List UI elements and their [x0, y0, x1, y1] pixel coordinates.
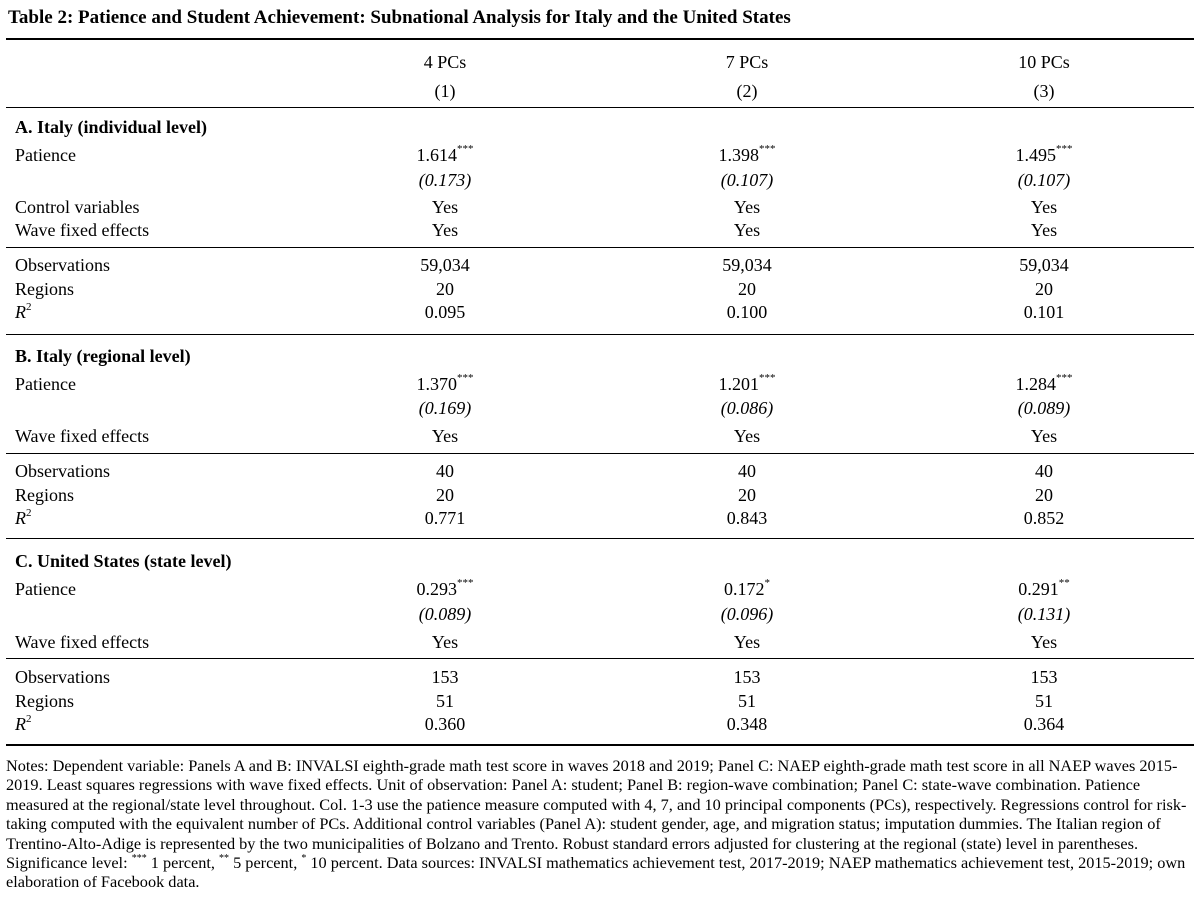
cell-value: Yes [733, 426, 761, 446]
row-label: Patience [15, 579, 76, 599]
coefficient: 0.293*** [416, 577, 474, 599]
column-header: 7 PCs [725, 52, 769, 72]
coefficient: 1.370*** [416, 372, 474, 394]
cell-value: 20 [1035, 279, 1053, 299]
cell-value: 0.360 [424, 714, 466, 734]
standard-error: (0.107) [1017, 170, 1071, 190]
cell-value: 20 [436, 485, 454, 505]
cell-value: 40 [1035, 461, 1053, 481]
panel-a-regions-row [0, 278, 1200, 300]
column-number: (2) [736, 81, 758, 101]
column-header: 10 PCs [1018, 52, 1070, 72]
standard-error: (0.173) [418, 170, 472, 190]
row-label: Observations [15, 255, 110, 275]
row-label: Patience [15, 374, 76, 394]
cell-value: Yes [733, 197, 761, 217]
cell-value: 40 [436, 461, 454, 481]
row-label: Wave fixed effects [15, 220, 150, 240]
panel-b-bottom-rule [6, 538, 1194, 539]
cell-value: 153 [431, 667, 459, 687]
top-rule [6, 38, 1194, 40]
cell-value: Yes [1030, 632, 1058, 652]
panel-c-obs-row [0, 666, 1200, 688]
cell-value: 59,034 [420, 255, 470, 275]
cell-value: Yes [431, 220, 459, 240]
panel-title: A. Italy (individual level) [15, 117, 208, 137]
row-label: Patience [15, 145, 76, 165]
table-notes: Notes: Dependent variable: Panels A and B: INVALSI eighth-grade math test score in waves 2018 and 2019; Panel C: NAEP eighth-grade math test score in all NAEP waves 2015-2019. Least squares regressions with wave fixed effects. Unit of observation: Panel A: student; Panel B: region-wave combination; Panel C: state-wave combination. Patience measured at the regional/state level throughout. Col. 1-3 use the patience measure computed with 4, 7, and 10 principal components (PCs), respectively. Regressions control for risk-taking computed with the equivalent number of PCs. Additional control variables (Panel A): student gender, age, and migration status; imputation dummies. The Italian region of Trentino-Alto-Adige is represented by the two municipalities of Bolzano and Trento. Robust standard errors adjusted for clustering at the regional (state) level in parentheses. Significance level: *** 1 percent, ** 5 percent, * 10 percent. Data sources: INVALSI mathematics achievement test, 2017-2019; NAEP mathematics achievement test, 2015-2019; own elaboration of Facebook data. [6, 756, 1187, 892]
standard-error: (0.107) [720, 170, 774, 190]
panel-b-stats-rule [6, 453, 1194, 454]
row-label: $R^2$ [15, 301, 32, 322]
panel-a-r2-row [0, 301, 1200, 323]
standard-error: (0.086) [720, 398, 774, 418]
standard-error: (0.096) [720, 604, 774, 624]
coefficient: 0.172* [724, 577, 770, 599]
row-label: $R^2$ [15, 713, 32, 734]
panel-b-patience-row [0, 373, 1200, 395]
cell-value: 0.095 [424, 302, 466, 322]
row-label: Regions [15, 485, 75, 505]
cell-value: 40 [738, 461, 756, 481]
panel-b-obs-row [0, 460, 1200, 482]
cell-value: 0.852 [1023, 508, 1065, 528]
standard-error: (0.169) [418, 398, 472, 418]
column-header-numbers [0, 80, 1200, 102]
cell-value: 0.101 [1023, 302, 1065, 322]
panel-a-title-row [0, 116, 1200, 138]
column-number: (1) [434, 81, 456, 101]
row-label: Control variables [15, 197, 140, 217]
row-label: Observations [15, 667, 110, 687]
panel-c-wave-row [0, 631, 1200, 653]
cell-value: 51 [738, 691, 756, 711]
row-label: Observations [15, 461, 110, 481]
cell-value: Yes [431, 426, 459, 446]
header-rule [6, 107, 1194, 108]
panel-a-wave-row [0, 219, 1200, 241]
bottom-rule [6, 744, 1194, 746]
coefficient: 0.291** [1018, 577, 1070, 599]
table-title: Table 2: Patience and Student Achievement: Subnational Analysis for Italy and the United States [8, 7, 791, 28]
panel-c-stats-rule [6, 658, 1194, 659]
panel-a-stats-rule [6, 247, 1194, 248]
cell-value: Yes [431, 632, 459, 652]
cell-value: Yes [733, 220, 761, 240]
cell-value: Yes [1030, 220, 1058, 240]
cell-value: 20 [738, 485, 756, 505]
cell-value: 51 [436, 691, 454, 711]
cell-value: 20 [1035, 485, 1053, 505]
panel-b-se-row [0, 397, 1200, 419]
standard-error: (0.089) [418, 604, 472, 624]
cell-value: 51 [1035, 691, 1053, 711]
coefficient: 1.398*** [718, 143, 776, 165]
panel-a-se-row [0, 169, 1200, 191]
cell-value: 0.348 [726, 714, 768, 734]
coefficient: 1.614*** [416, 143, 474, 165]
row-label: Wave fixed effects [15, 632, 150, 652]
panel-b-wave-row [0, 425, 1200, 447]
row-label: Regions [15, 691, 75, 711]
panel-b-title-row [0, 345, 1200, 367]
column-number: (3) [1033, 81, 1055, 101]
row-label: Regions [15, 279, 75, 299]
standard-error: (0.131) [1017, 604, 1071, 624]
cell-value: 0.771 [424, 508, 466, 528]
panel-b-r2-row [0, 507, 1200, 529]
cell-value: 0.843 [726, 508, 768, 528]
coefficient: 1.284*** [1015, 372, 1073, 394]
panel-c-patience-row [0, 578, 1200, 600]
panel-b-regions-row [0, 484, 1200, 506]
cell-value: 0.364 [1023, 714, 1065, 734]
cell-value: Yes [1030, 197, 1058, 217]
cell-value: 20 [436, 279, 454, 299]
panel-a-bottom-rule [6, 334, 1194, 335]
cell-value: 0.100 [726, 302, 768, 322]
row-label: Wave fixed effects [15, 426, 150, 446]
standard-error: (0.089) [1017, 398, 1071, 418]
panel-c-r2-row [0, 713, 1200, 735]
panel-a-obs-row [0, 254, 1200, 276]
cell-value: Yes [1030, 426, 1058, 446]
coefficient: 1.495*** [1015, 143, 1073, 165]
panel-c-title-row [0, 550, 1200, 572]
cell-value: 59,034 [722, 255, 772, 275]
panel-a-patience-row [0, 144, 1200, 166]
panel-a-controls-row [0, 196, 1200, 218]
cell-value: Yes [431, 197, 459, 217]
cell-value: 20 [738, 279, 756, 299]
cell-value: 59,034 [1019, 255, 1069, 275]
panel-c-se-row [0, 603, 1200, 625]
cell-value: Yes [733, 632, 761, 652]
panel-title: B. Italy (regional level) [15, 346, 191, 366]
panel-c-regions-row [0, 690, 1200, 712]
coefficient: 1.201*** [718, 372, 776, 394]
row-label: $R^2$ [15, 507, 32, 528]
column-header-labels [0, 51, 1200, 73]
cell-value: 153 [733, 667, 761, 687]
column-header: 4 PCs [423, 52, 467, 72]
panel-title: C. United States (state level) [15, 551, 232, 571]
cell-value: 153 [1030, 667, 1058, 687]
